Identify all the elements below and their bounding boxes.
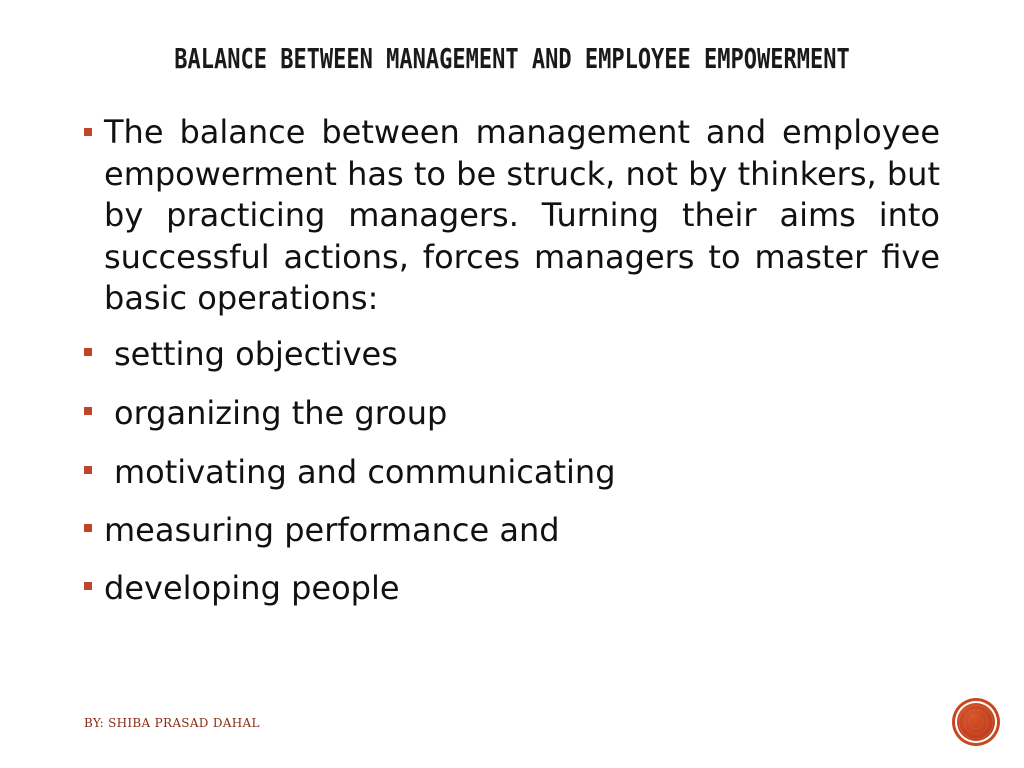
- square-bullet-icon: [84, 582, 92, 590]
- list-item: [84, 393, 940, 433]
- intro-paragraph: [84, 112, 940, 320]
- square-bullet-icon: [84, 466, 92, 474]
- square-bullet-icon: [84, 128, 92, 136]
- square-bullet-icon: [84, 348, 92, 356]
- list-item: [84, 568, 940, 608]
- list-item-text: developing people: [104, 568, 400, 607]
- list-item: [84, 452, 940, 492]
- slide-title: BALANCE BETWEEN MANAGEMENT AND EMPLOYEE EMPOWERMENT: [174, 44, 850, 76]
- list-item-text: organizing the group: [114, 393, 448, 432]
- list-item: [84, 510, 940, 550]
- square-bullet-icon: [84, 524, 92, 532]
- corner-badge-icon: [955, 701, 997, 743]
- list-item-text: measuring performance and: [104, 510, 560, 549]
- list-item-text: motivating and communicating: [114, 452, 616, 491]
- list-item: [84, 334, 940, 374]
- badge-texture-icon: [955, 701, 997, 743]
- intro-text: The balance between management and employee empowerment has to be struck, not by thinkers, but by practicing managers. Turning their aims into successful actions, forces managers to master five basic operations:: [104, 113, 940, 317]
- footer-author: BY: SHIBA PRASAD DAHAL: [84, 716, 260, 730]
- square-bullet-icon: [84, 407, 92, 415]
- slide-content: [84, 112, 940, 608]
- list-item-text: setting objectives: [114, 334, 398, 373]
